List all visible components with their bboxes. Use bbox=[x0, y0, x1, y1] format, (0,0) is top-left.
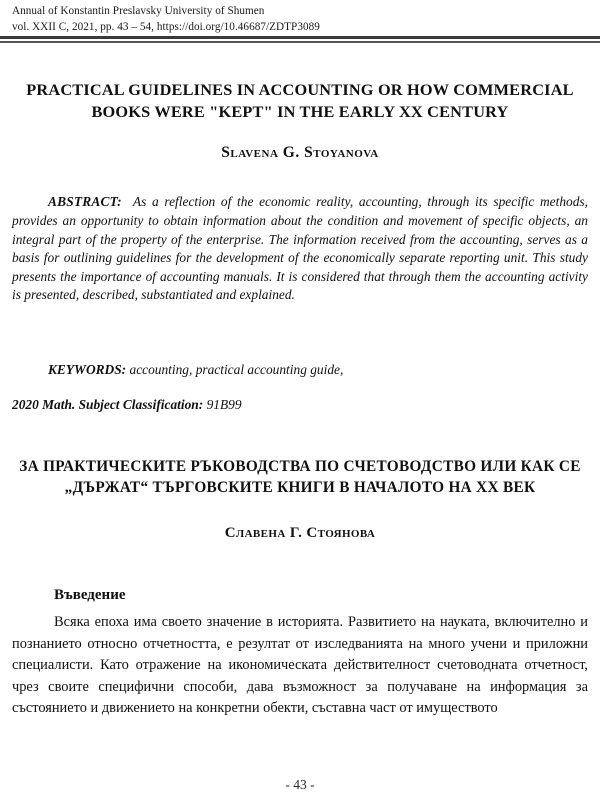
running-head-journal: Annual of Konstantin Preslavsky University of Shumen bbox=[12, 5, 265, 17]
msc-value: 91B99 bbox=[206, 397, 242, 413]
msc-line bbox=[12, 396, 588, 415]
msc-label: 2020 Math. Subject Classification: bbox=[12, 397, 204, 413]
header-divider bbox=[0, 36, 600, 43]
header-divider-thin bbox=[0, 41, 600, 43]
abstract-label: ABSTRACT: bbox=[48, 194, 122, 210]
section-heading-introduction: Въведение bbox=[54, 587, 126, 603]
running-head bbox=[12, 4, 588, 35]
abstract-text: As a reflection of the economic reality, accounting, through its specific methods, provides an opportunity to obtain information about the condition and movement of specific objects, an integral part of the property of the enterprise. The information received from the accounting, serves as a basis for outlining guidelines for the development of the economically separate reporting unit. This study presents the importance of accounting manuals. It is considered that through them the accounting activity is presented, described, substantiated and explained. bbox=[12, 194, 588, 303]
article-title-english: PRACTICAL GUIDELINES IN ACCOUNTING OR HOW COMMERCIAL BOOKS WERE "KEPT" IN THE EARLY XX CENTURY bbox=[26, 79, 574, 121]
page-number-footer: - 43 - bbox=[285, 777, 315, 792]
abstract-paragraph bbox=[12, 193, 588, 305]
abstract-label-space bbox=[122, 194, 133, 209]
article-author-english: Slavena G. Stoyanova bbox=[221, 144, 379, 161]
article-title-bulgarian: ЗА ПРАКТИЧЕСКИТЕ РЪКОВОДСТВА ПО СЧЕТОВОДСТВО ИЛИ КАК СЕ „ДЪРЖАТ“ ТЪРГОВСКИТЕ КНИГИ В НАЧАЛОТО НА XX ВЕК bbox=[19, 457, 581, 497]
running-head-volume-doi: vol. XXII C, 2021, pp. 43 – 54, https://doi.org/10.46687/ZDTP3089 bbox=[12, 20, 320, 33]
article-author-bulgarian: Славена Г. Стоянова bbox=[224, 525, 376, 541]
keywords-line bbox=[12, 361, 588, 380]
keywords-text: accounting, practical accounting guide, bbox=[129, 362, 344, 378]
body-paragraph-introduction: Всяка епоха има своето значение в историята. Развитието на науката, включително и познанието относно отчетността, е резултат от изследванията на много учени и приложни специалисти. Като отражение на икономическата действителност счетоводната отчетност, чрез своите специфични способи, дава възможност за получаване на информация за състоянието и движението на конкретни обекти, съставна част от имуществото bbox=[12, 614, 588, 717]
keywords-label: KEYWORDS: bbox=[48, 362, 127, 378]
